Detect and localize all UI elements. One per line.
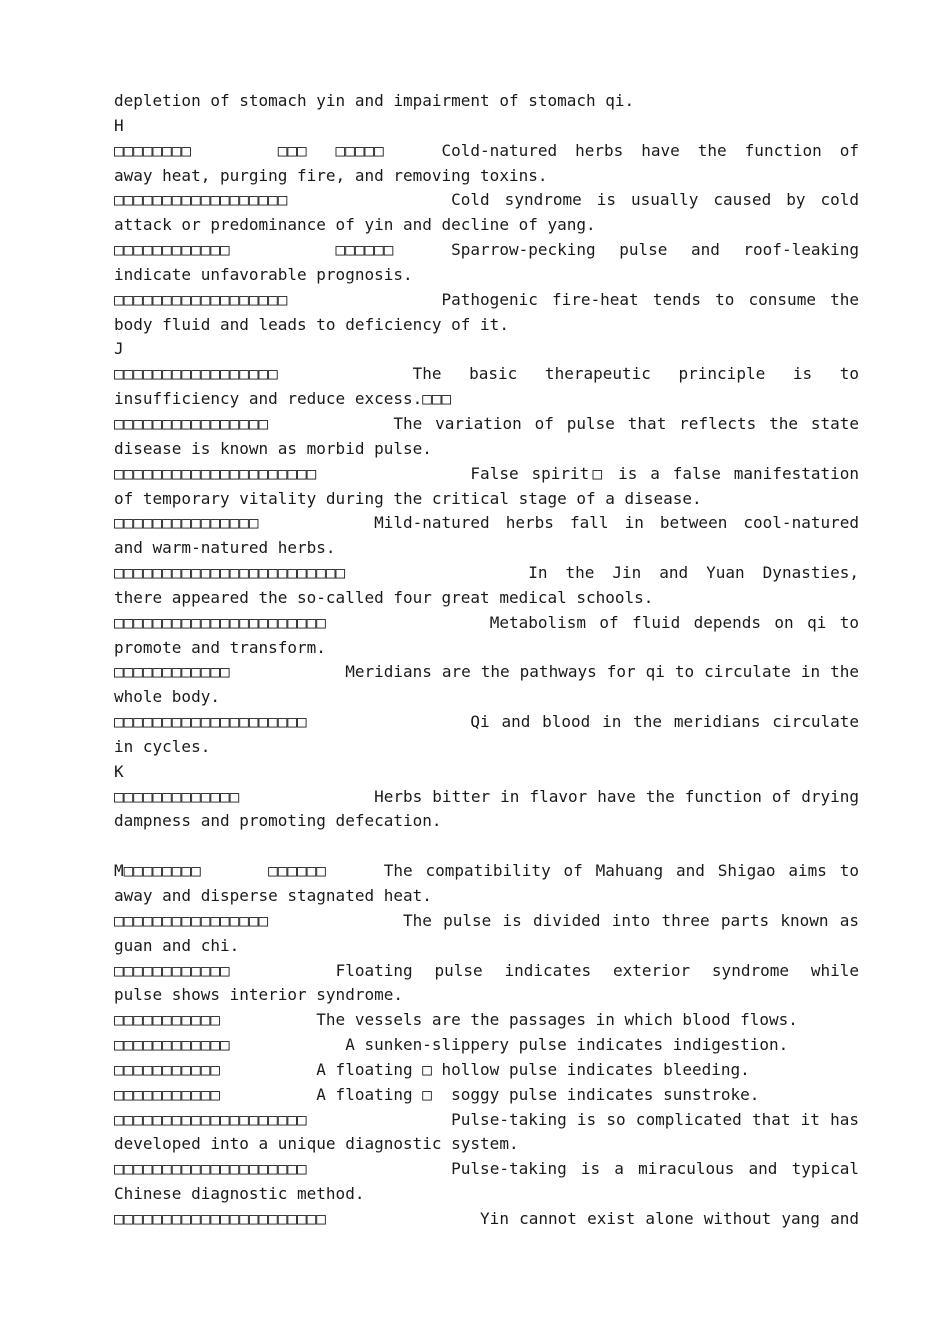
english-translation: The basic therapeutic principle is to [412, 364, 859, 384]
text-line: in cycles. [114, 736, 211, 756]
text-line: □□□□□□□□□□□□ A sunken-slippery pulse indicates indigestion. [114, 1035, 789, 1055]
text-line: away heat, purging fire, and removing toxins. [114, 165, 548, 185]
text-line: □□□□□□□□□□□ The vessels are the passages in which blood flows. [114, 1010, 798, 1030]
text-line: attack or predominance of yin and decline of yang. [114, 215, 596, 235]
text-line: away and disperse stagnated heat. [114, 886, 432, 905]
english-translation: Qi and blood in the meridians circulate [470, 712, 859, 732]
glossary-entry-line [114, 660, 859, 685]
chinese-term: □□□□□□□□□□□□□□□□□□□□□□□□ [114, 563, 529, 583]
glossary-entry-line [114, 238, 859, 263]
glossary-entry-line [114, 611, 859, 636]
text-line: □□□□□□□□□□□ A floating □ hollow pulse indicates bleeding. [114, 1059, 750, 1079]
glossary-entry-line [114, 1108, 859, 1133]
glossary-entry-line [114, 511, 859, 536]
text-line: body fluid and leads to deficiency of it. [114, 314, 509, 334]
chinese-term: □□□□□□□□□□□□ □□□□□□ [114, 240, 452, 260]
glossary-entry-line [114, 362, 859, 387]
text-line: Chinese diagnostic method. [114, 1184, 365, 1204]
text-line: there appeared the so-called four great medical schools. [114, 587, 654, 607]
chinese-term: □□□□□□□□ □□□ □□□□□ [114, 140, 442, 160]
blank-line [114, 834, 859, 859]
english-translation: Herbs bitter in flavor have the function of drying [374, 786, 859, 806]
english-translation: Floating pulse indicates exterior syndrome while [335, 960, 859, 980]
glossary-entry-line [114, 561, 859, 586]
text-line: developed into a unique diagnostic system. [114, 1134, 519, 1154]
chinese-term: □□□□□□□□□□□□□□□□□□□□ [114, 1109, 452, 1129]
english-translation: Mild-natured herbs fall in between cool-natured [374, 513, 859, 533]
english-translation: In the Jin and Yuan Dynasties, [528, 563, 859, 583]
chinese-term: □□□□□□□□□□□□□□□□□□□□□□ [114, 1208, 481, 1228]
english-translation: The pulse is divided into three parts known as [402, 910, 859, 930]
chinese-term: □□□□□□□□□□□□□□□□□ [114, 364, 413, 384]
glossary-entry-line [114, 959, 859, 984]
chinese-term: □□□□□□□□□□□□□□□□□□□□□□ [114, 612, 490, 632]
chinese-term: □□□□□□□□□□□□□□□□□□□□ [114, 1159, 452, 1179]
glossary-entry-line [114, 288, 859, 313]
english-translation: False spirit□ is a false manifestation [470, 463, 859, 483]
text-line: promote and transform. [114, 637, 326, 657]
glossary-entry-line [114, 139, 859, 164]
text-line: of temporary vitality during the critical stage of a disease. [114, 488, 702, 508]
chinese-term: □□□□□□□□□□□□□□□□□□ [114, 190, 452, 210]
glossary-entry-line [114, 1207, 859, 1232]
english-translation: The variation of pulse that reflects the state [393, 413, 859, 433]
english-translation: Sparrow-pecking pulse and roof-leaking [451, 240, 859, 260]
text-line: □□□□□□□□□□□ A floating □ soggy pulse indicates sunstroke. [114, 1084, 760, 1104]
glossary-entry-line [114, 909, 859, 934]
glossary-column [114, 89, 859, 1232]
english-translation: Meridians are the pathways for qi to circulate in the [345, 662, 859, 682]
glossary-entry-line [114, 859, 859, 884]
section-letter: J [114, 339, 124, 359]
english-translation: Cold syndrome is usually caused by cold [451, 190, 859, 210]
text-line: and warm-natured herbs. [114, 538, 336, 558]
text-line: whole body. [114, 687, 220, 707]
english-translation: The compatibility of Mahuang and Shigao aims to [383, 861, 859, 881]
chinese-term: □□□□□□□□□□□□□□□□□□□□ [114, 712, 471, 732]
english-translation: Pulse-taking is a miraculous and typical [451, 1159, 859, 1179]
section-letter: K [114, 761, 124, 781]
english-translation: Metabolism of fluid depends on qi to [489, 612, 859, 632]
chinese-term: □□□□□□□□□□□□ [114, 960, 336, 980]
chinese-term: □□□□□□□□□□□□□□□□□□ [114, 289, 442, 309]
chinese-term: □□□□□□□□□□□□□□□□ [114, 413, 394, 433]
chinese-term: □□□□□□□□□□□□□□□ [114, 513, 375, 533]
english-translation: Cold-natured herbs have the function of [441, 140, 859, 160]
chinese-term: □□□□□□□□□□□□ [114, 662, 346, 682]
english-translation: Yin cannot exist alone without yang and [480, 1208, 859, 1228]
chinese-term: □□□□□□□□□□□□□□□□ [114, 910, 403, 930]
text-line: depletion of stomach yin and impairment of stomach qi. [114, 91, 635, 110]
text-line: indicate unfavorable prognosis. [114, 264, 413, 284]
chinese-term: □□□□□□□□□□□□□□□□□□□□□ [114, 463, 471, 483]
glossary-entry-line [114, 188, 859, 213]
chinese-term: □□□□□□□□□□□□□ [114, 786, 375, 806]
text-line: insufficiency and reduce excess.□□□ [114, 389, 452, 409]
chinese-term: M□□□□□□□□ □□□□□□ [114, 861, 384, 881]
glossary-entry-line [114, 785, 859, 810]
text-line: dampness and promoting defecation. [114, 811, 442, 831]
glossary-entry-line [114, 462, 859, 487]
text-line: guan and chi. [114, 935, 240, 955]
glossary-entry-line [114, 710, 859, 735]
section-letter: H [114, 115, 124, 135]
english-translation: Pulse-taking is so complicated that it has [451, 1109, 859, 1129]
text-line: disease is known as morbid pulse. [114, 438, 432, 458]
text-line: pulse shows interior syndrome. [114, 985, 403, 1005]
english-translation: Pathogenic fire-heat tends to consume the [441, 289, 859, 309]
glossary-entry-line [114, 1157, 859, 1182]
glossary-entry-line [114, 412, 859, 437]
